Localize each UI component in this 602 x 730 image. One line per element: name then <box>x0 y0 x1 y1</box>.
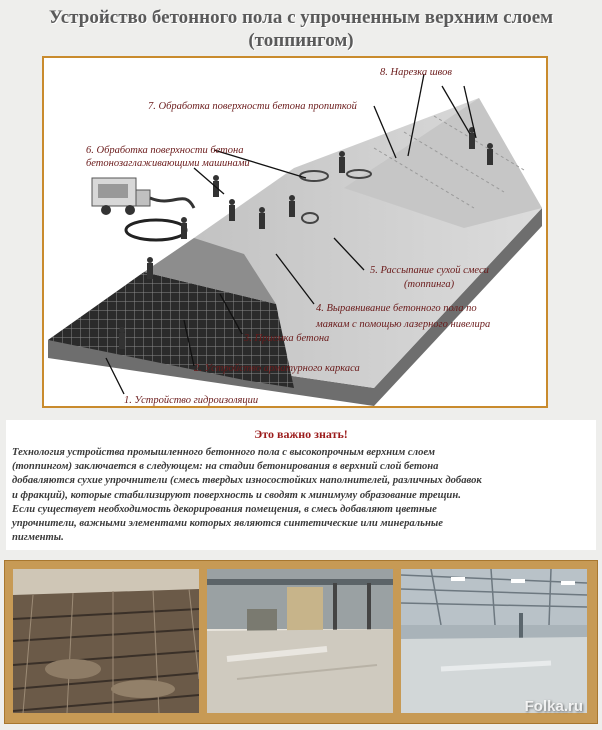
photo-warehouse-hall <box>401 569 587 713</box>
process-diagram <box>42 56 548 408</box>
step-7-label: 7. Обработка поверхности бетона пропиткой <box>148 101 357 112</box>
title-line-1: Устройство бетонного пола с упрочненным верхним слоем <box>48 7 554 28</box>
info-line: (топпингом) заключается в следующем: на стадии бетонирования в верхний слой бетона <box>12 461 439 473</box>
step-4-label-line-2: маякам с помощью лазерного нивелира <box>316 319 491 330</box>
photo-finished-floor <box>207 569 393 713</box>
info-heading: Это важно знать! <box>254 427 348 441</box>
step-6-label-line-2: бетонозаглаживающими машинами <box>86 158 250 169</box>
info-line: добавляются сухие упрочнители (смесь твердых износостойких наполнителей, различных добавок <box>12 475 482 487</box>
concrete-pump <box>92 178 194 240</box>
site-watermark: Folka.ru <box>524 698 583 715</box>
info-line: упрочнители, важными элементами которых являются синтетические или минеральные <box>12 518 443 530</box>
info-line: пигменты. <box>12 532 64 544</box>
info-line: Если существует необходимость декорирования помещения, в смесь добавляют цветные <box>12 503 437 515</box>
info-line: и фракций), которые стабилизируют поверхность и сводят к минимуму образование трещин. <box>12 489 461 501</box>
step-6-label-line-1: 6. Обработка поверхности бетона <box>86 145 244 156</box>
page-title <box>0 6 602 52</box>
step-1-label: 1. Устройство гидроизоляции <box>124 395 259 406</box>
step-4-label-line-1: 4. Выравнивание бетонного пола по <box>316 303 477 314</box>
title-line-2: (топпингом) <box>248 30 354 51</box>
step-3-label: 3. Приемка бетона <box>244 333 330 344</box>
step-5-label-line-2: (топпинга) <box>404 279 455 290</box>
step-2-label: 2. Устройство арматурного каркаса <box>194 363 360 374</box>
photo-strip <box>4 560 598 724</box>
photo-rebar-concrete <box>13 569 199 713</box>
info-line: Технология устройства промышленного бетонного пола с высокопрочным верхним слоем <box>12 447 436 458</box>
info-panel <box>6 420 596 550</box>
info-text <box>12 446 584 545</box>
step-8-label: 8. Нарезка швов <box>380 67 452 78</box>
step-5-label-line-1: 5. Рассыпание сухой смеси <box>370 265 489 276</box>
